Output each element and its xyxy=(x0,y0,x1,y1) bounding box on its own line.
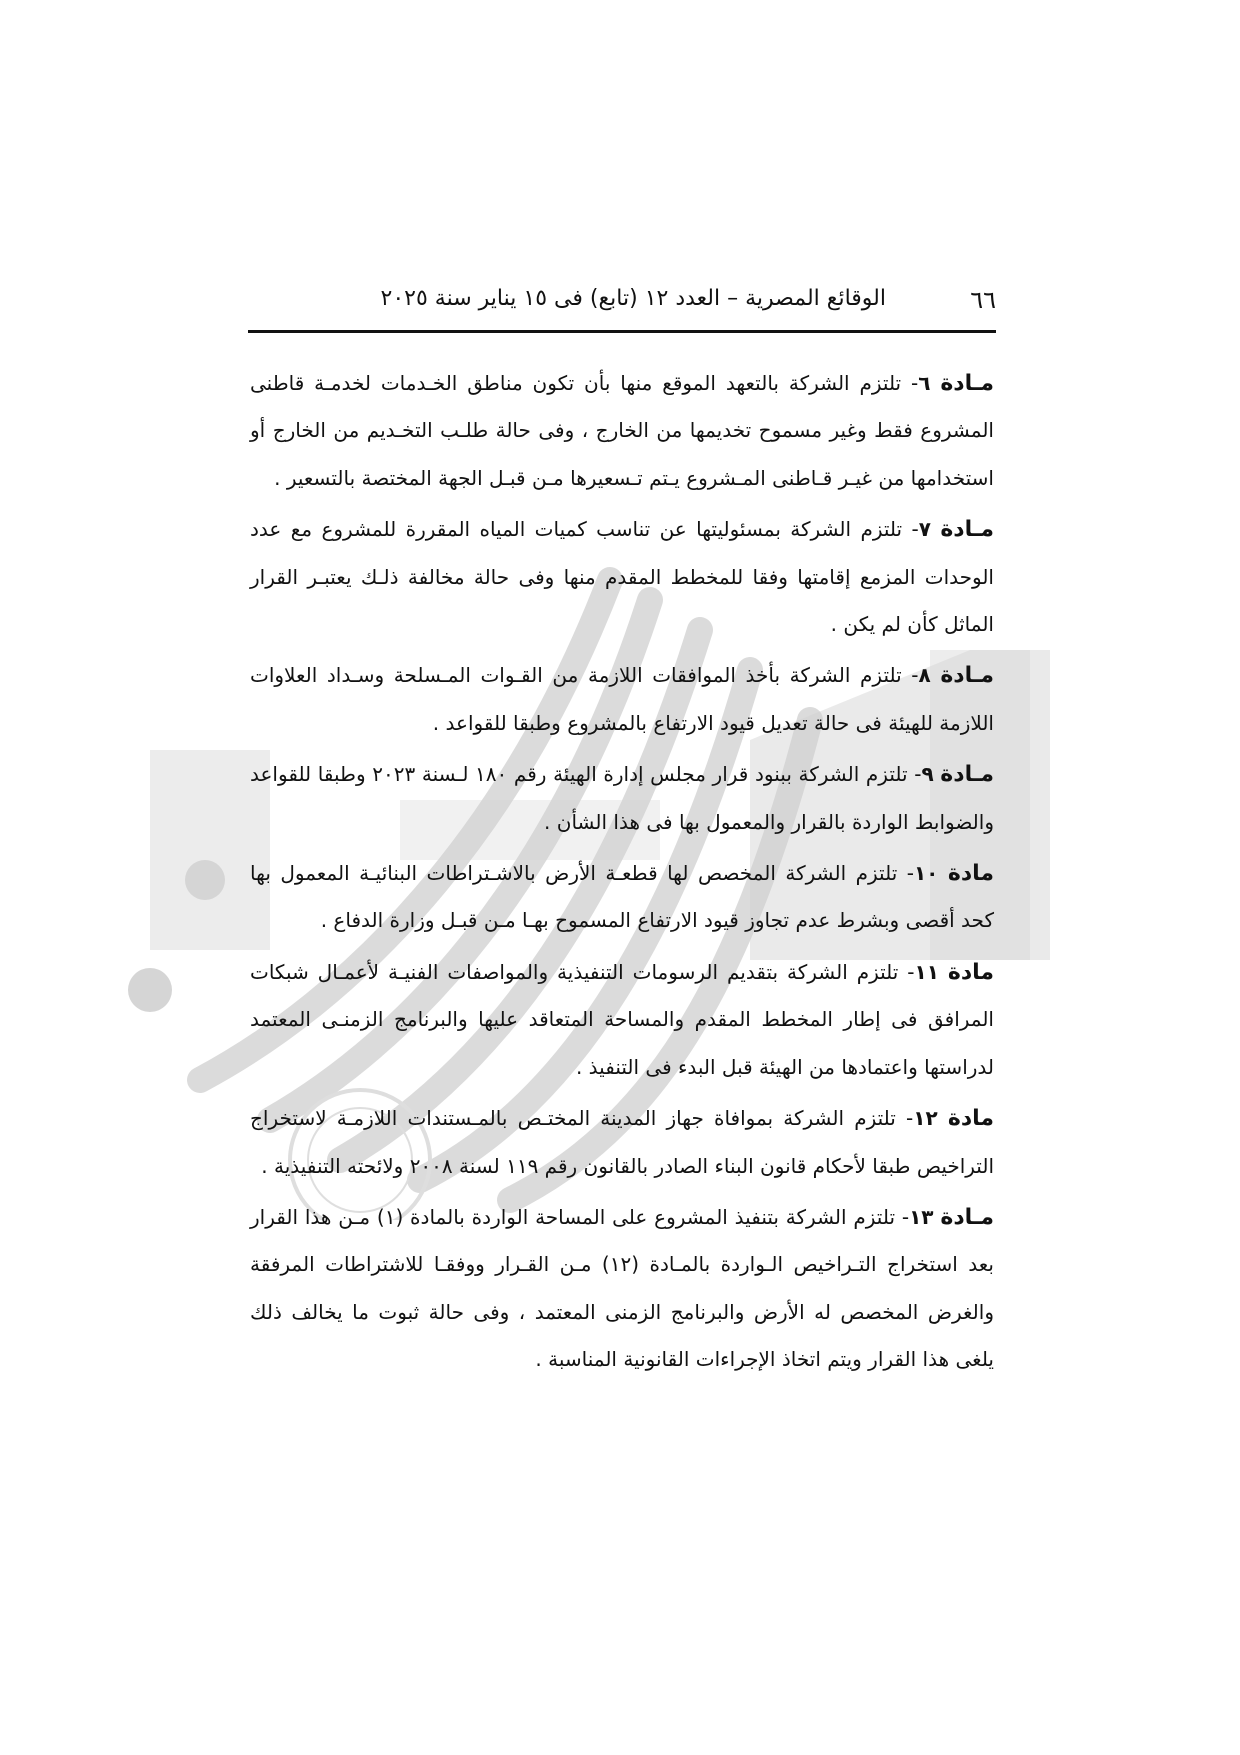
header-rule xyxy=(248,330,996,333)
article-8 xyxy=(250,652,994,747)
article-text: - تلتزم الشركة بمسئوليتها عن تناسب كميات المياه المقررة للمشروع مع عدد الوحدات المزمع إقامتها وفقا للمخطط المقدم منها وفى حالة مخالفة ذلـك يعتبـر القرار الماثل كأن لم يكن . xyxy=(250,517,994,637)
article-11 xyxy=(250,949,994,1091)
article-number: ١٣ xyxy=(909,1204,934,1229)
article-text: - تلتزم الشركة بالتعهد الموقع منها بأن تكون مناطق الخـدمات لخدمـة قاطنى المشروع فقط وغير مسموح تخديمها من الخارج ، وفى حالة طلـب التخـديم من الخارج أو استخدامها من غيـر قـاطنى المـشروع يـتم تـسعيرها مـن قبـل الجهة المختصة بالتسعير . xyxy=(250,371,994,490)
article-number: ٧ xyxy=(918,517,931,542)
article-label: مـادة xyxy=(940,371,994,396)
article-label: مادة xyxy=(947,1106,994,1132)
article-number: ١١ xyxy=(914,959,939,984)
article-label: مادة xyxy=(947,861,995,887)
article-text: - تلتزم الشركة بتنفيذ المشروع على المساحة الواردة بالمادة (١) مـن هذا القرار بعد استخراج التـراخيص الـواردة بالمـادة (١٢) مـن القـرار ووفقـا للاشتراطات المرفقة والغرض المخصص له الأرض والبرنامج الزمنى المعتمد ، وفى حالة ثبوت ما يخالف ذلك يلغى هذا القرار ويتم اتخاذ الإجراءات القانونية المناسبة . xyxy=(250,1204,994,1372)
article-text: - تلتزم الشركة ببنود قرار مجلس إدارة الهيئة رقم ١٨٠ لـسنة ٢٠٢٣ وطبقا للقواعد والضوابط الواردة بالقرار والمعمول بها فى هذا الشأن . xyxy=(250,762,994,834)
article-text: - تلتزم الشركة بموافاة جهاز المدينة المختـص بالمـستندات اللازمـة لاستخراج التراخيص طبقا لأحكام قانون البناء الصادر بالقانون رقم ١١٩ لسنة ٢٠٠٨ ولائحته التنفيذية . xyxy=(250,1106,994,1178)
article-10 xyxy=(250,850,994,945)
article-label: مـادة xyxy=(940,1204,995,1230)
articles-body xyxy=(250,360,994,1388)
article-text: - تلتزم الشركة بتقديم الرسومات التنفيذية والمواصفات الفنيـة لأعمـال شبكات المرافق فى إطار المخطط المقدم والمساحة المتعاقد عليها والبرنامج الزمنـى المعتمد لدراستها واعتمادها من الهيئة قبل البدء فى التنفيذ . xyxy=(250,959,994,1079)
article-number: ١٢ xyxy=(913,1106,938,1131)
article-number: ٦ xyxy=(918,371,931,395)
page-number: ٦٦ xyxy=(970,286,996,314)
page-header xyxy=(248,282,996,332)
article-number: ١٠ xyxy=(913,861,939,886)
article-9 xyxy=(250,751,994,846)
article-label: مادة xyxy=(947,959,995,985)
article-label: مـادة xyxy=(940,762,994,788)
article-label: مـادة xyxy=(940,663,994,689)
article-text: - تلتزم الشركة المخصص لها قطعـة الأرض بالاشـتراطات البنائيـة المعمول بها كحد أقصى وبشرط عدم تجاوز قيود الارتفاع المسموح بهـا مـن قبـل وزارة الدفاع . xyxy=(250,861,994,933)
article-number: ٩ xyxy=(921,762,934,787)
article-12 xyxy=(250,1095,994,1190)
article-13 xyxy=(250,1194,994,1384)
article-6 xyxy=(250,360,994,502)
article-7 xyxy=(250,506,994,648)
article-number: ٨ xyxy=(918,663,931,688)
article-label: مـادة xyxy=(940,517,994,543)
article-text: - تلتزم الشركة بأخذ الموافقات اللازمة من القـوات المـسلحة وسـداد العلاوات اللازمة للهيئة فى حالة تعديل قيود الارتفاع بالمشروع وطبقا للقواعد . xyxy=(250,663,994,735)
header-title: الوقائع المصرية – العدد ١٢ (تابع) فى ١٥ يناير سنة ٢٠٢٥ xyxy=(380,286,886,311)
